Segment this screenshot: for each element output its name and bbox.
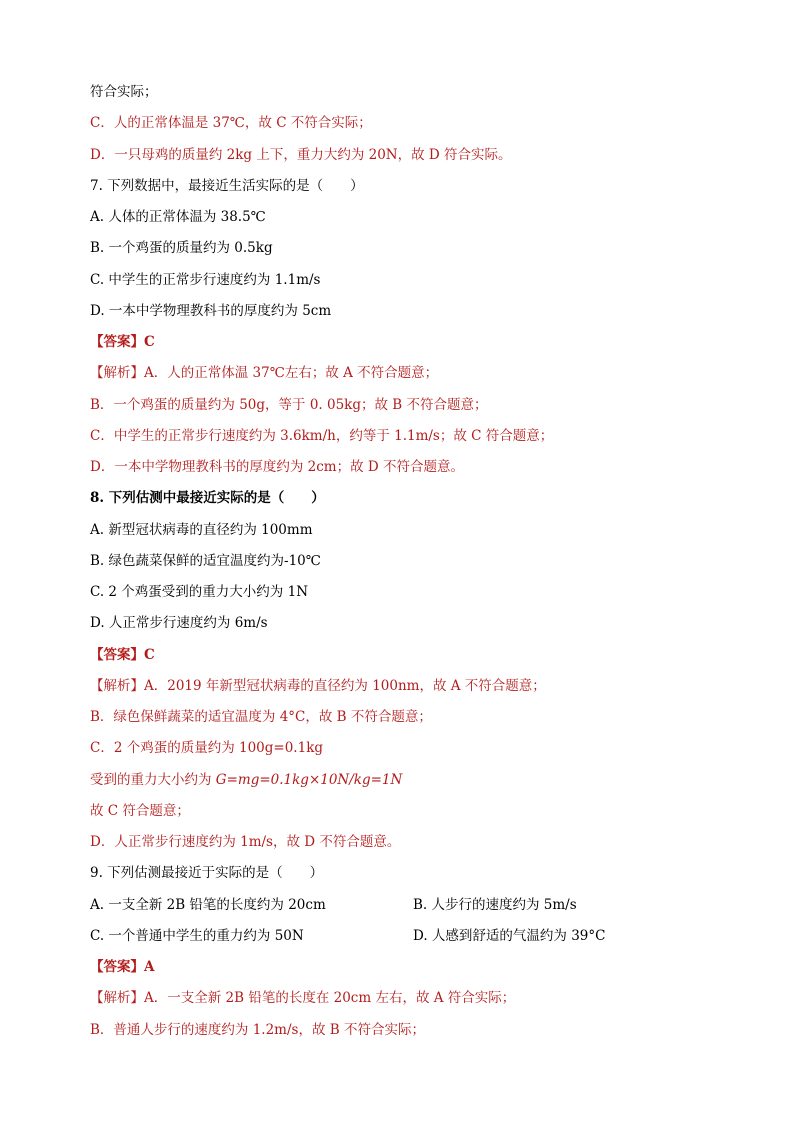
answer-label: 【答案】C — [90, 334, 155, 350]
explanation-line: D．人正常步行速度约为 1m/s，故 D 不符合题意。 — [90, 834, 401, 850]
option-c: C. 一个普通中学生的重力约为 50N — [90, 928, 304, 944]
explanation-line: 故 C 符合题意； — [90, 803, 190, 819]
answer-label: 【答案】C — [90, 647, 155, 663]
explanation-line: D．一本中学物理教科书的厚度约为 2cm；故 D 不符合题意。 — [90, 459, 464, 475]
option-b: B. 人步行的速度约为 5m/s — [413, 897, 577, 913]
gravity-formula: G=mg=0.1kg×10N/kg=1N — [215, 772, 403, 788]
explanation-line: B．一个鸡蛋的质量约为 50g，等于 0. 05kg；故 B 不符合题意； — [90, 397, 488, 413]
question-stem: 9. 下列估测最接近于实际的是（ ） — [90, 865, 324, 881]
explanation-line — [90, 770, 402, 790]
question-stem: 7. 下列数据中，最接近生活实际的是（ ） — [90, 178, 364, 194]
explanation-line: D．一只母鸡的质量约 2kg 上下，重力大约为 20N，故 D 符合实际。 — [90, 147, 512, 163]
option-d: D. 人正常步行速度约为 6m/s — [90, 615, 268, 631]
option-b: B. 一个鸡蛋的质量约为 0.5kg — [90, 240, 273, 256]
explanation-line: B．普通人步行的速度约为 1.2m/s，故 B 不符合实际； — [90, 1022, 425, 1038]
answer-label: 【答案】A — [90, 959, 155, 975]
explanation-line: 【解析】A．2019 年新型冠状病毒的直径约为 100nm，故 A 不符合题意； — [90, 678, 546, 694]
explanation-line: 【解析】A．人的正常体温 37℃左右；故 A 不符合题意； — [90, 365, 439, 381]
option-d: D. 人感到舒适的气温约为 39°C — [413, 928, 606, 944]
explanation-line: C．中学生的正常步行速度约为 3.6km/h，约等于 1.1m/s；故 C 符合题意； — [90, 428, 554, 444]
explanation-line: C．2 个鸡蛋的质量约为 100g=0.1kg — [90, 740, 324, 756]
explanation-line: B．绿色保鲜蔬菜的适宜温度为 4°C，故 B 不符合题意； — [90, 709, 432, 725]
explanation-line: C．人的正常体温是 37℃，故 C 不符合实际； — [90, 115, 372, 131]
option-a: A. 人体的正常体温为 38.5℃ — [90, 209, 266, 225]
option-d: D. 一本中学物理教科书的厚度约为 5cm — [90, 303, 332, 319]
option-a: A. 新型冠状病毒的直径约为 100mm — [90, 522, 313, 538]
question-stem: 8. 下列估测中最接近实际的是（ ） — [90, 490, 325, 506]
option-b: B. 绿色蔬菜保鲜的适宜温度约为-10℃ — [90, 553, 321, 569]
option-c: C. 中学生的正常步行速度约为 1.1m/s — [90, 272, 321, 288]
option-c: C. 2 个鸡蛋受到的重力大小约为 1N — [90, 584, 309, 600]
option-a: A. 一支全新 2B 铅笔的长度约为 20cm — [90, 897, 326, 913]
explanation-text: 受到的重力大小约为 — [90, 772, 216, 788]
explanation-line: 【解析】A．一支全新 2B 铅笔的长度在 20cm 左右，故 A 符合实际； — [90, 990, 516, 1006]
text-line: 符合实际； — [90, 84, 158, 100]
